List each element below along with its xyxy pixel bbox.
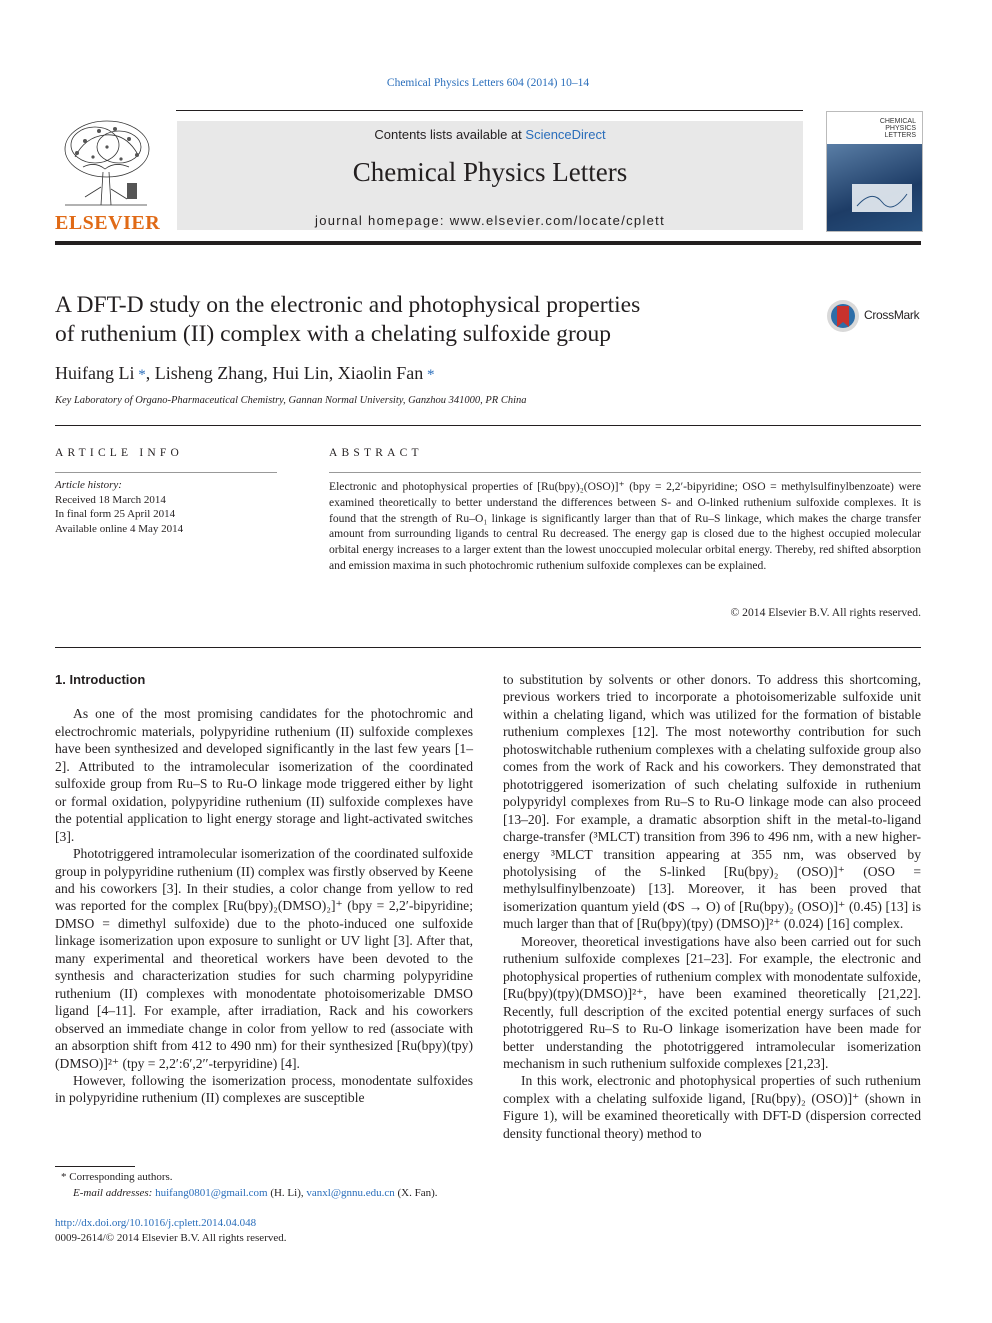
author-affiliation: Key Laboratory of Organo-Pharmaceutical Chemistry, Gannan Normal University, Ganzhou 341000, PR China	[55, 395, 527, 406]
journal-name: Chemical Physics Letters	[352, 157, 628, 187]
corresponding-author-icon[interactable]: *	[423, 367, 435, 383]
email-label: E-mail addresses:	[73, 1186, 153, 1199]
divider	[55, 647, 921, 648]
crossmark-badge[interactable]	[826, 297, 926, 335]
divider	[55, 472, 277, 473]
email-owner: (X. Fan).	[397, 1186, 438, 1199]
journal-banner	[177, 121, 803, 230]
body-paragraph: Moreover, theoretical investigations have also been carried out for such ruthenium sulfoxide complexes [21–23]. For example, the electronic and photophysical properties of ruthenium complex with monodentate sulfoxide, [Ru(bpy)(tpy)(DMSO)]²⁺, have been examined theoretically [21,22]. Recently, full description of the excited potential energy surfaces of such phototriggered Ru–S to Ru-O linkage isomerization have been made for better understanding the phototriggered intramolecular isomerization mechanism in such ruthenium sulfoxide complexes [21,23].	[503, 933, 921, 1071]
body-right-column	[503, 671, 921, 1142]
abstract-copyright: © 2014 Elsevier B.V. All rights reserved.	[730, 606, 921, 619]
crossmark-icon	[826, 297, 862, 335]
article-title	[55, 291, 755, 349]
history-label: Article history:	[55, 479, 122, 491]
body-paragraph: However, following the isomerization process, monodentate sulfoxides in polypyridine ruthenium (II) complexes are susceptible	[55, 1072, 473, 1106]
cover-graph-icon	[827, 144, 922, 231]
author-name[interactable]: Hui Lin	[272, 363, 329, 383]
author-name[interactable]: Xiaolin Fan	[337, 363, 424, 383]
body-paragraph: to substitution by solvents or other donors. To address this shortcoming, previous workers tried to incorporate a photoisomerizable sulfoxide unit within a chelating ligand, which was utilized for the formation of bistable ruthenium complexes [12]. The most noteworthy contribution for such photoswitchable ruthenium complexes with a chelating sulfoxide group also comes from the work of Rack and his coworkers. They demonstrated that phototriggered isomerization of such chelating sulfoxide in ruthenium polypyridyl complexes from Ru–S to Ru-O linkage mode can also proceed [13–20]. For example, a dramatic absorption shift in the metal-to-ligand charge-transfer (³MLCT) transition from 396 to 496 nm, with a new higher-energy ³MLCT transition appearing at 355 nm, was observed by photolysising of the S-linked [Ru(bpy)₂ (OSO)]⁺ (OSO = methylsulfinylbenzoate) [13]. Moreover, it has been proved that isomerization quantum yield (ΦS → O) of [Ru(bpy)₂ (OSO)]⁺ (0.45) [13] is much larger than that of [Ru(bpy)(tpy) (DMSO)]²⁺ (0.024) [16] complex.	[503, 672, 921, 932]
header-thick-rule	[55, 241, 921, 245]
abstract-heading: ABSTRACT	[329, 447, 423, 459]
sciencedirect-link[interactable]: ScienceDirect	[525, 127, 606, 142]
journal-homepage[interactable]: journal homepage: www.elsevier.com/locate/cplett	[315, 213, 665, 228]
abstract-text: Electronic and photophysical properties of [Ru(bpy)₂(OSO)]⁺ (bpy = 2,2′-bipyridine; OSO = methylsulfinylbenzoate) were examined theoretically to better understand the differences between S- and O-linked ruthenium sulfoxide complexes. It is found that the strength of Ru–O₁ linkage is significantly larger than that of Ru–S linkage, which makes the charge transfer amount from surrounding ligands to central Ru decreased. The energy gap is closed due to the highest occupied molecular orbital energy increases to a larger extent than the lowest unoccupied molecular orbital energy. Thereby, red shifted absorption and emission maxima in such photochromic ruthenium sulfoxide complexes can be explained.	[329, 480, 921, 572]
body-paragraph: As one of the most promising candidates for the photochromic and electrochromic materials, polypyridine ruthenium (II) sulfoxide complexes have been synthesized and developed significantly in the last few years [1–2]. Attributed to the intramolecular isomerization of the coordinated sulfoxide group from Ru–S to Ru-O linkage mode triggered either by light or formal oxidation, polypyridine ruthenium (II) sulfoxide complexes have the potential application to light energy storage and light-activated switches [3].	[55, 706, 473, 844]
journal-citation[interactable]: Chemical Physics Letters 604 (2014) 10–14	[386, 77, 590, 89]
email-line	[55, 1186, 495, 1202]
divider	[329, 472, 921, 473]
revised-date: In final form 25 April 2014	[55, 508, 176, 520]
divider	[55, 425, 921, 426]
email-owner: (H. Li),	[270, 1186, 304, 1199]
body-paragraph: Phototriggered intramolecular isomerization of the coordinated sulfoxide group in polypyridine ruthenium (II) complex was firstly observed by Keene and his coworkers [3]. In their studies, a color change from yellow to red was reported for the complex [Ru(bpy)₂(DMSO)₂]⁺ (bpy = 2,2′-bipyridine; DMSO = dimethyl sulfoxide) due to the photo-induced one sulfoxide linkage isomerization upon exposure to sunlight or UV light [3]. After that, many experimental and theoretical workers have been devoted to the synthesis and characterization studies for such charming polypyridine ruthenium (II) complexes with monodentate photoisomerizable DMSO ligand [4–11]. For example, after irradiation, Rack and his coworkers observed an immediate change in color from yellow to red (associate with an absorption shift from 412 to 490 nm) for their synthesized [Ru(bpy)(tpy)(DMSO)]²⁺ (tpy = 2,2′:6′,2′′-terpyridine) [4].	[55, 846, 473, 1071]
issn-line: 0009-2614/© 2014 Elsevier B.V. All rights reserved.	[55, 1232, 287, 1244]
elsevier-logo-text: ELSEVIER	[55, 212, 161, 234]
section-heading: 1. Introduction	[55, 672, 146, 687]
journal-cover-image	[826, 111, 923, 232]
footnotes	[55, 1170, 495, 1201]
article-history	[55, 478, 183, 536]
header-rule	[176, 110, 803, 111]
doi-block	[55, 1216, 287, 1246]
cover-artwork	[827, 144, 922, 231]
cover-title: CHEMICAL PHYSICS LETTERS	[879, 118, 916, 139]
title-line-1: A DFT-D study on the electronic and photophysical properties	[55, 292, 641, 318]
body-left-column	[55, 671, 473, 1107]
doi-link[interactable]: http://dx.doi.org/10.1016/j.cplett.2014.04.048	[55, 1217, 257, 1229]
body-paragraph: In this work, electronic and photophysical properties of such ruthenium complex with a chelating sulfoxide ligand, [Ru(bpy)₂ (OSO)]⁺ (shown in Figure 1), will be examined theoretically with DFT-D (dispersion corrected density functional theory) method to	[503, 1073, 921, 1141]
author-list: Huifang Li *, Lisheng Zhang, Hui Lin, Xiaolin Fan *	[55, 363, 435, 383]
corresponding-note: * Corresponding authors.	[61, 1171, 173, 1183]
contents-prefix: Contents lists available at	[374, 127, 526, 142]
title-line-2: of ruthenium (II) complex with a chelating sulfoxide group	[55, 321, 612, 347]
elsevier-tree-logo	[55, 117, 155, 212]
email-link[interactable]: huifang0801@gmail.com	[155, 1186, 268, 1199]
author-name[interactable]: Lisheng Zhang	[154, 363, 264, 383]
author-name[interactable]: Huifang Li	[55, 363, 135, 383]
crossmark-label: CrossMark	[864, 308, 920, 322]
received-date: Received 18 March 2014	[55, 493, 166, 506]
online-date: Available online 4 May 2014	[55, 522, 184, 535]
contents-line	[177, 127, 803, 142]
article-info-heading: ARTICLE INFO	[55, 447, 183, 459]
footnote-rule	[55, 1166, 135, 1167]
email-link[interactable]: vanxl@gnnu.edu.cn	[306, 1186, 395, 1199]
corresponding-author-icon[interactable]: *	[134, 367, 146, 383]
